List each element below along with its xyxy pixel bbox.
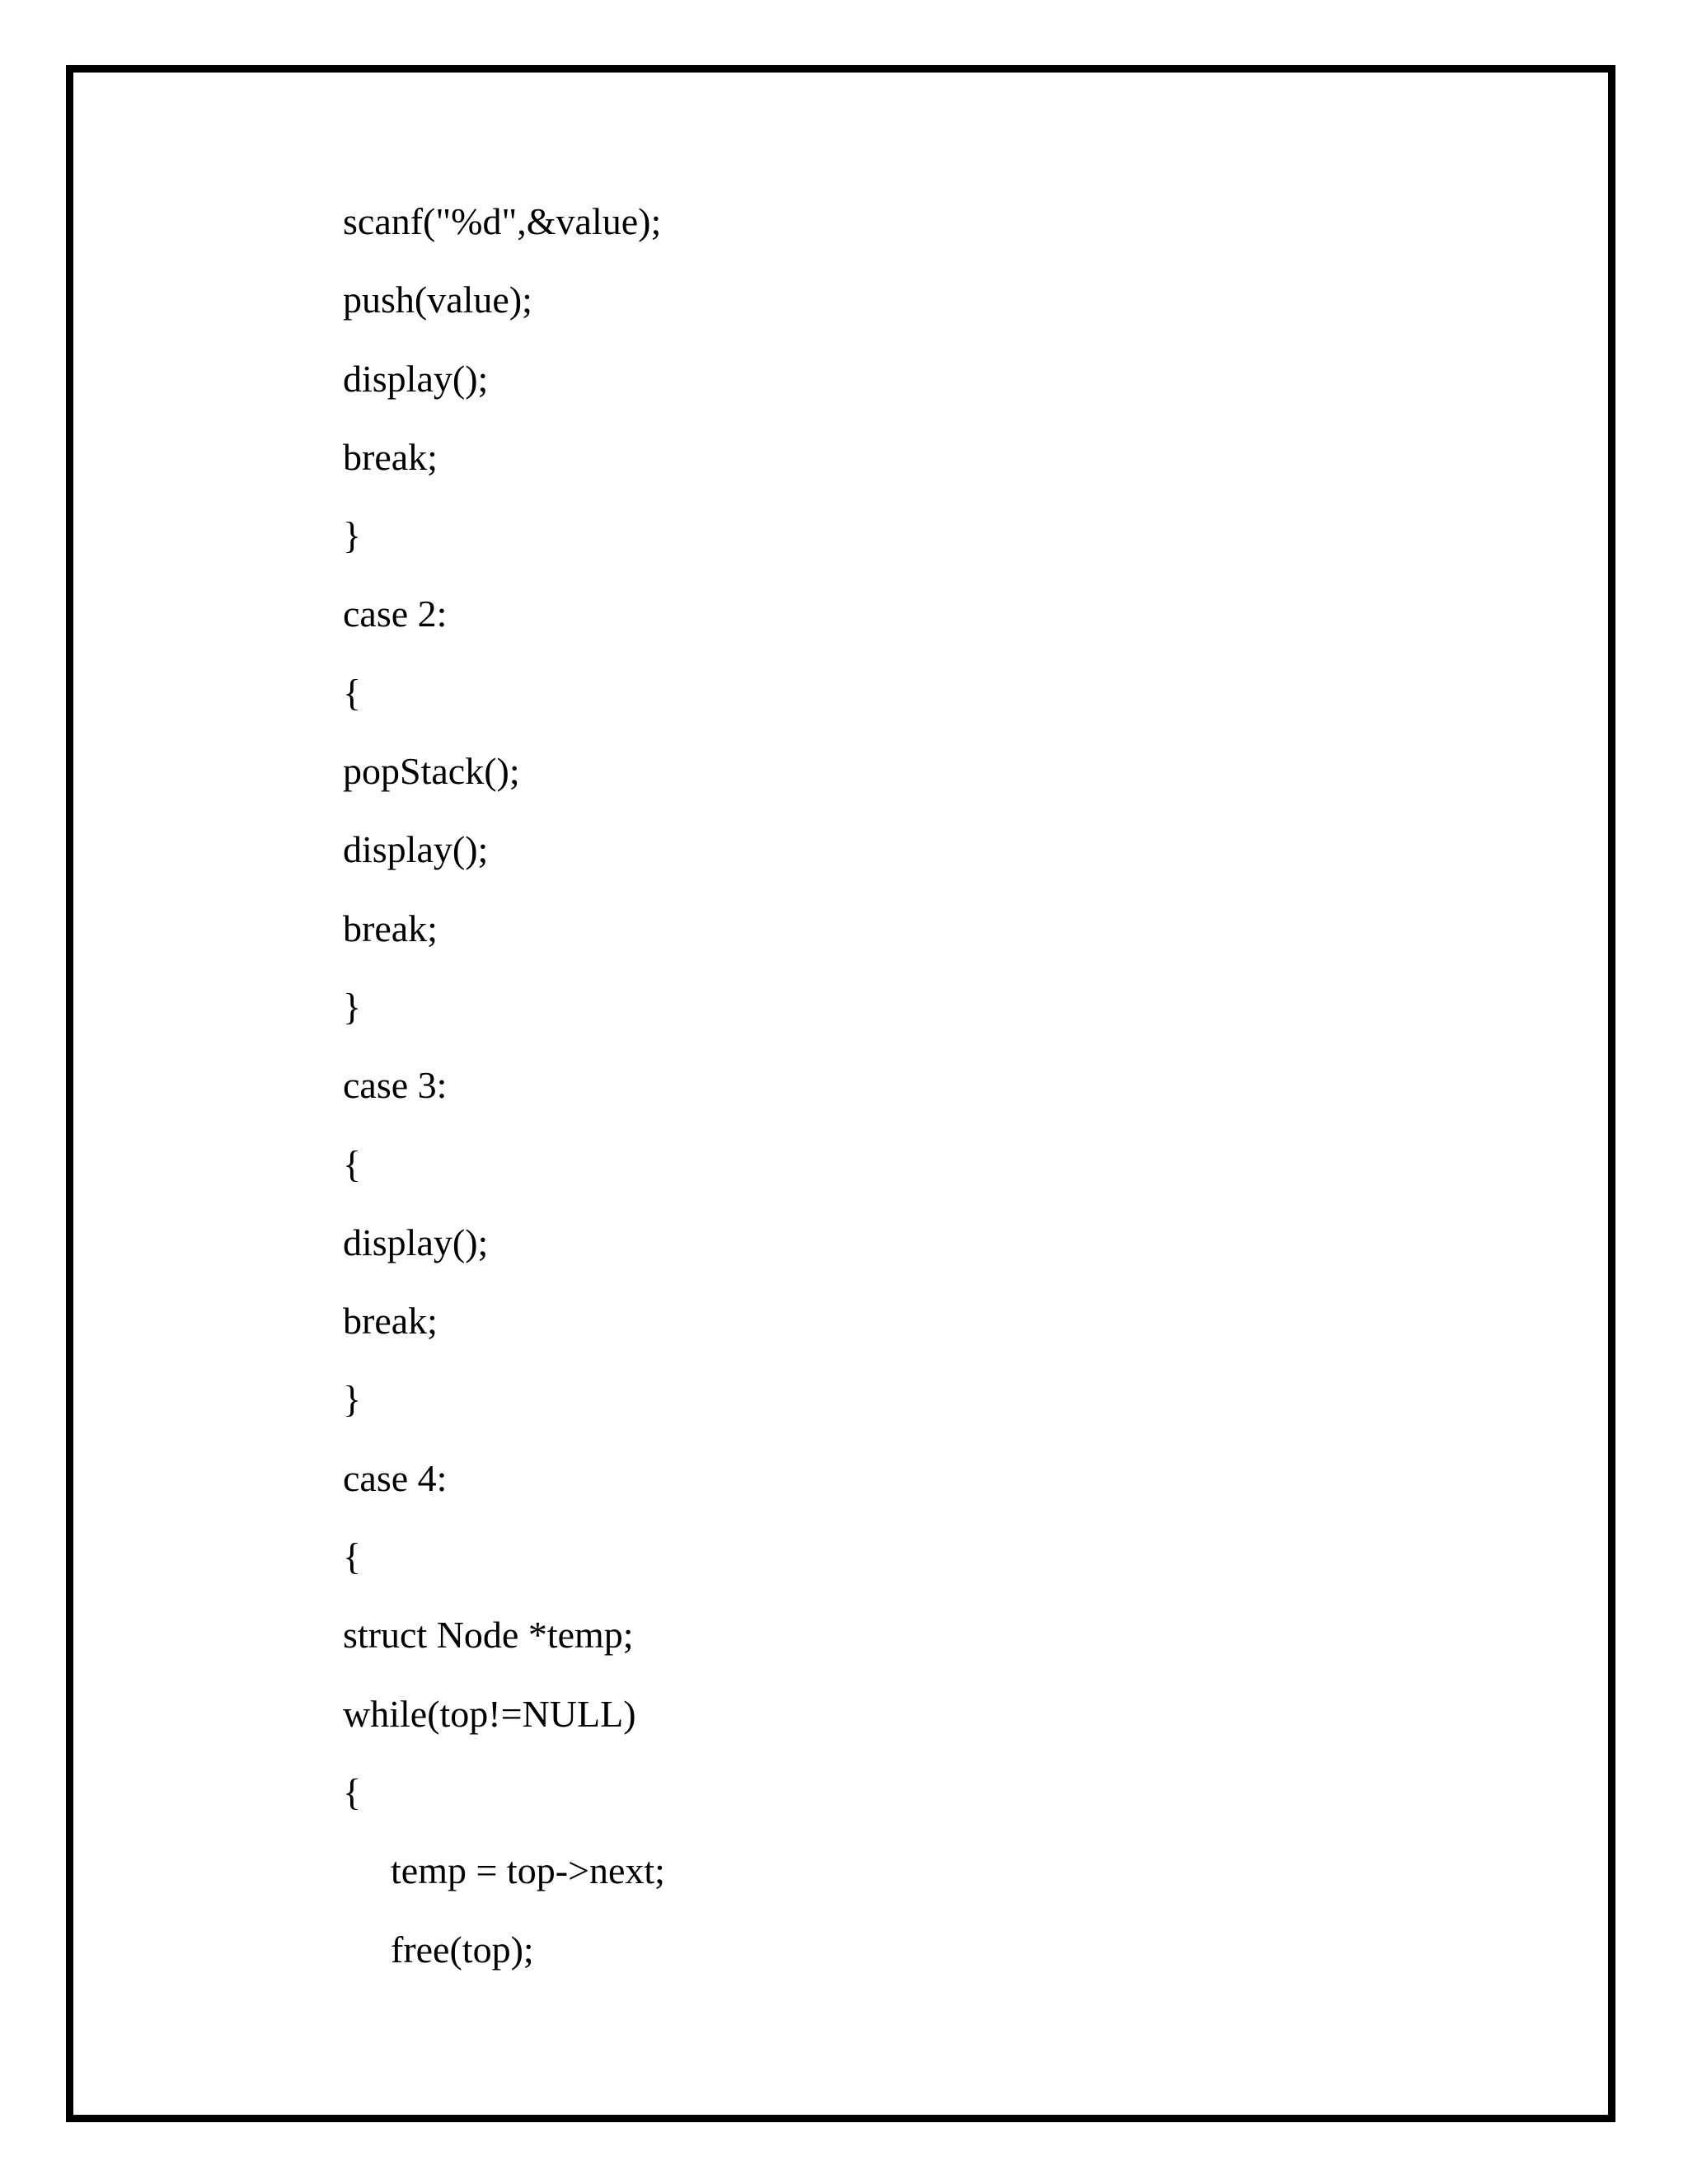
code-line: display();	[343, 828, 489, 871]
code-line: free(top);	[391, 1928, 534, 1971]
code-line: display();	[343, 1221, 489, 1263]
code-line: push(value);	[343, 279, 532, 321]
code-line: case 3:	[343, 1064, 448, 1107]
code-line: }	[343, 985, 362, 1028]
code-line: {	[343, 1535, 362, 1578]
code-line: {	[343, 1770, 362, 1813]
code-line: case 4:	[343, 1456, 448, 1499]
code-block	[343, 201, 665, 2008]
code-line: case 2:	[343, 593, 448, 635]
code-line: popStack();	[343, 750, 520, 793]
code-line: break;	[343, 907, 438, 949]
code-line: }	[343, 1378, 362, 1421]
code-line: scanf("%d",&value);	[343, 200, 662, 242]
code-line: break;	[343, 435, 438, 478]
code-line: display();	[343, 357, 489, 400]
code-line: break;	[343, 1300, 438, 1343]
code-line: while(top!=NULL)	[343, 1692, 636, 1735]
code-line: temp = top->next;	[391, 1849, 665, 1892]
code-line: struct Node *temp;	[343, 1614, 634, 1657]
code-line: {	[343, 1142, 362, 1185]
code-line: {	[343, 671, 362, 714]
page-border	[66, 65, 1615, 2122]
code-line: }	[343, 514, 362, 557]
